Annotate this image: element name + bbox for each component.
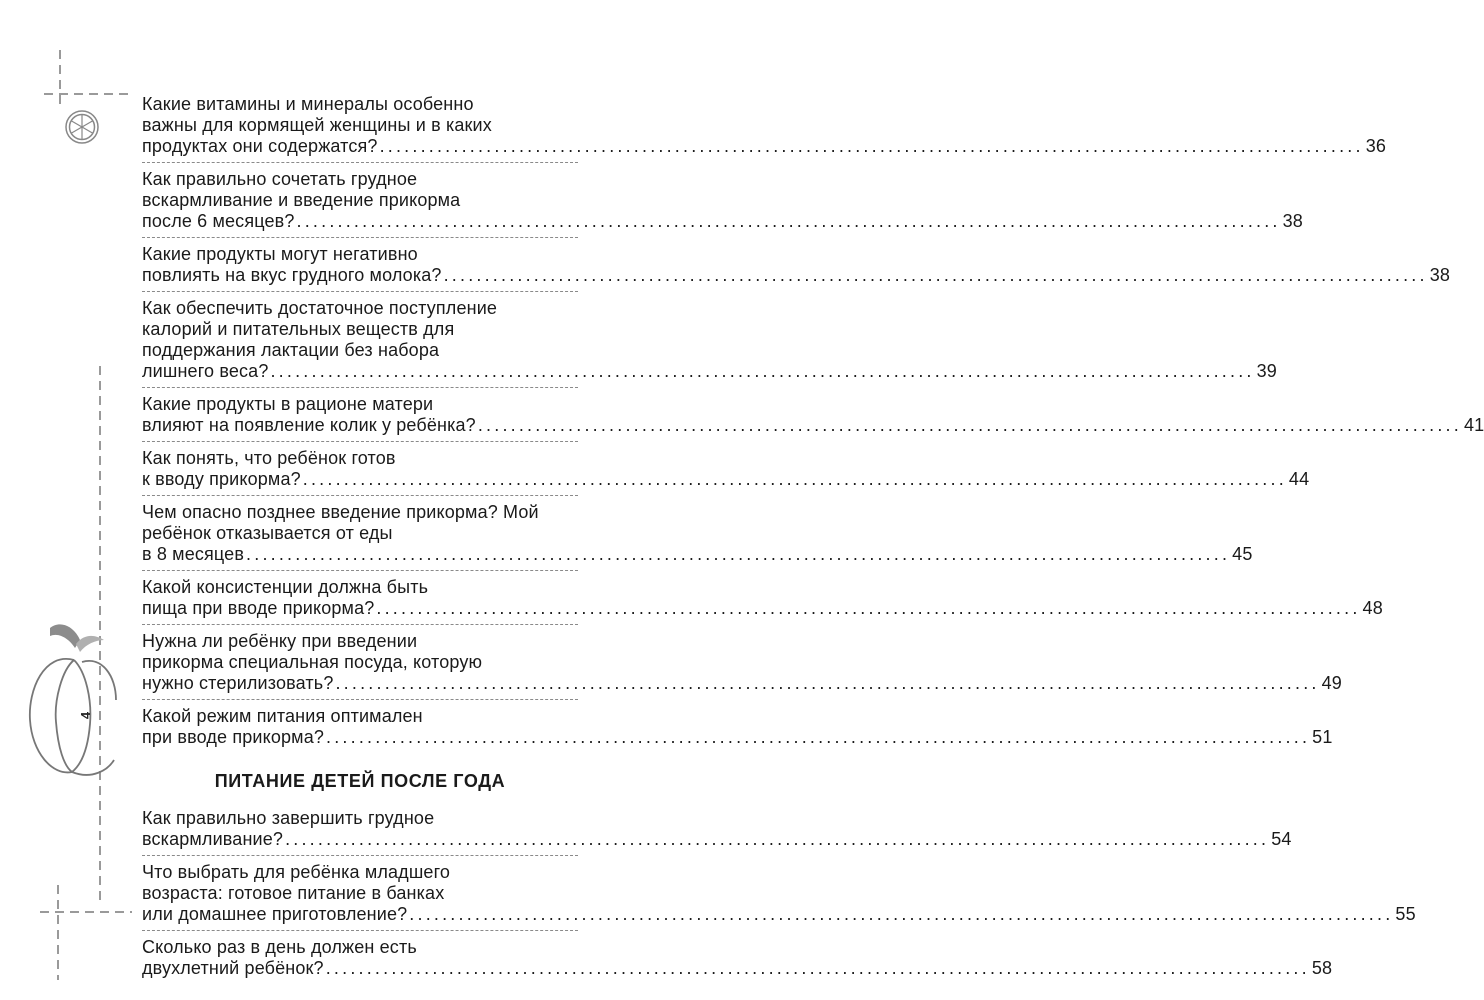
toc-entry-line: Нужна ли ребёнку при введении <box>142 631 418 651</box>
toc-entry[interactable] <box>142 244 1451 286</box>
toc-page-number: 38 <box>1429 265 1451 285</box>
entry-separator <box>142 495 578 496</box>
toc-entry-line: Сколько раз в день должен есть <box>142 937 417 957</box>
toc-entry-text: или домашнее приготовление? <box>142 904 408 924</box>
toc-entry[interactable] <box>142 862 1416 925</box>
entry-separator <box>142 570 578 571</box>
toc-entry[interactable] <box>142 169 1303 232</box>
toc-entry-last-line <box>142 544 1253 565</box>
toc-entry-line: Что выбрать для ребёнка младшего <box>142 862 451 882</box>
toc-entry[interactable] <box>142 448 1310 490</box>
toc-entry-line: важны для кормящей женщины и в каких <box>142 115 492 135</box>
toc-entry-text: к вводу прикорма? <box>142 469 301 489</box>
toc-entry-last-line <box>142 361 1277 382</box>
entry-separator <box>142 441 578 442</box>
toc-entry[interactable] <box>142 502 1253 565</box>
toc-entry-line: вскармливание и введение прикорма <box>142 190 461 210</box>
toc-entry-text: пища при вводе прикорма? <box>142 598 375 618</box>
section-title: ПИТАНИЕ ДЕТЕЙ ПОСЛЕ ГОДА <box>214 771 506 791</box>
dot-leader: ........................................................................................................................ <box>285 829 1270 849</box>
toc-entry-text: после 6 месяцев? <box>142 211 295 231</box>
toc-entry-line: ребёнок отказывается от еды <box>142 523 393 543</box>
toc-entry-last-line <box>142 136 1387 157</box>
toc-group-after-one-year <box>142 808 1416 979</box>
entry-separator <box>142 699 578 700</box>
entry-separator <box>142 162 578 163</box>
toc-entry-line: Как понять, что ребёнок готов <box>142 448 396 468</box>
toc-entry[interactable] <box>142 394 1484 436</box>
toc-page-number: 49 <box>1321 673 1342 693</box>
toc-entry-last-line <box>142 598 1383 619</box>
dot-leader: ........................................................................................................................ <box>335 673 1320 693</box>
toc-page-number: 39 <box>1256 361 1277 381</box>
dot-leader: ........................................................................................................................ <box>296 211 1281 231</box>
toc-entry[interactable] <box>142 298 1277 382</box>
toc-entry-line: Чем опасно позднее введение прикорма? Мой <box>142 502 539 522</box>
dot-leader: ........................................................................................................................ <box>302 469 1287 489</box>
toc-entry-text: двухлетний ребёнок? <box>142 958 324 978</box>
toc-entry-text: вскармливание? <box>142 829 284 849</box>
dot-leader: ........................................................................................................................ <box>325 958 1310 978</box>
toc-entry-last-line <box>142 727 1333 748</box>
dot-leader: ........................................................................................................................ <box>443 265 1428 285</box>
toc-entry-line: возраста: готовое питание в банках <box>142 883 445 903</box>
toc-entry-line: поддержания лактации без набора <box>142 340 440 360</box>
toc-entry-text: лишнего веса? <box>142 361 269 381</box>
toc-entry[interactable] <box>142 94 1387 157</box>
toc-entry[interactable] <box>142 706 1333 748</box>
toc-page-number: 48 <box>1362 598 1383 618</box>
toc-entry-line: Какой консистенции должна быть <box>142 577 429 597</box>
toc-group-breastfeeding <box>142 94 1484 748</box>
citrus-slice-icon <box>66 111 98 143</box>
toc-entry-line: Как правильно сочетать грудное <box>142 169 418 189</box>
toc-entry-line: Как правильно завершить грудное <box>142 808 435 828</box>
toc-page-number: 38 <box>1282 211 1303 231</box>
toc-page-number: 54 <box>1271 829 1292 849</box>
toc-entry[interactable] <box>142 937 1333 979</box>
toc-entry-last-line <box>142 211 1303 232</box>
dot-leader: ........................................................................................................................ <box>270 361 1255 381</box>
toc-page-number: 55 <box>1395 904 1416 924</box>
toc-entry-text: при вводе прикорма? <box>142 727 325 747</box>
toc-page-number: 51 <box>1312 727 1333 747</box>
entry-separator <box>142 855 578 856</box>
toc-entry-text: повлиять на вкус грудного молока? <box>142 265 442 285</box>
toc-page-number: 36 <box>1365 136 1387 156</box>
toc-entry-text: влияют на появление колик у ребёнка? <box>142 415 476 435</box>
toc-entry-last-line <box>142 958 1333 979</box>
toc-entry[interactable] <box>142 808 1292 850</box>
toc-entry[interactable] <box>142 631 1342 694</box>
toc-entry-last-line <box>142 415 1484 436</box>
toc-entry-last-line <box>142 469 1310 490</box>
toc-entry[interactable] <box>142 577 1383 619</box>
entry-separator <box>142 624 578 625</box>
dot-leader: ........................................................................................................................ <box>379 136 1364 156</box>
dot-leader: ........................................................................................................................ <box>409 904 1394 924</box>
toc-page-number: 41 <box>1463 415 1484 435</box>
toc-entry-last-line <box>142 904 1416 925</box>
table-of-contents <box>142 94 1484 979</box>
margin-decoration <box>0 0 140 1000</box>
toc-page-number: 45 <box>1232 544 1253 564</box>
toc-entry-line: прикорма специальная посуда, которую <box>142 652 483 672</box>
toc-entry-text: в 8 месяцев <box>142 544 245 564</box>
toc-entry-last-line <box>142 673 1342 694</box>
toc-entry-text: нужно стерилизовать? <box>142 673 334 693</box>
entry-separator <box>142 387 578 388</box>
toc-entry-last-line <box>142 265 1451 286</box>
dot-leader: ........................................................................................................................ <box>477 415 1462 435</box>
toc-entry-line: Какие продукты в рационе матери <box>142 394 434 414</box>
entry-separator <box>142 291 578 292</box>
toc-page-number: 44 <box>1288 469 1310 489</box>
dot-leader: ........................................................................................................................ <box>326 727 1311 747</box>
entry-separator <box>142 237 578 238</box>
toc-entry-line: Какие продукты могут негативно <box>142 244 418 264</box>
toc-entry-line: Какой режим питания оптимален <box>142 706 423 726</box>
toc-entry-line: Как обеспечить достаточное поступление <box>142 298 498 318</box>
toc-entry-line: Какие витамины и минералы особенно <box>142 94 474 114</box>
pumpkin-icon <box>30 624 116 774</box>
entry-separator <box>142 930 578 931</box>
toc-entry-text: продуктах они содержатся? <box>142 136 378 156</box>
toc-entry-line: калорий и питательных веществ для <box>142 319 455 339</box>
toc-page-number: 58 <box>1311 958 1333 978</box>
dot-leader: ........................................................................................................................ <box>246 544 1231 564</box>
page-number: 4 <box>78 711 94 720</box>
toc-entry-last-line <box>142 829 1292 850</box>
dot-leader: ........................................................................................................................ <box>376 598 1361 618</box>
